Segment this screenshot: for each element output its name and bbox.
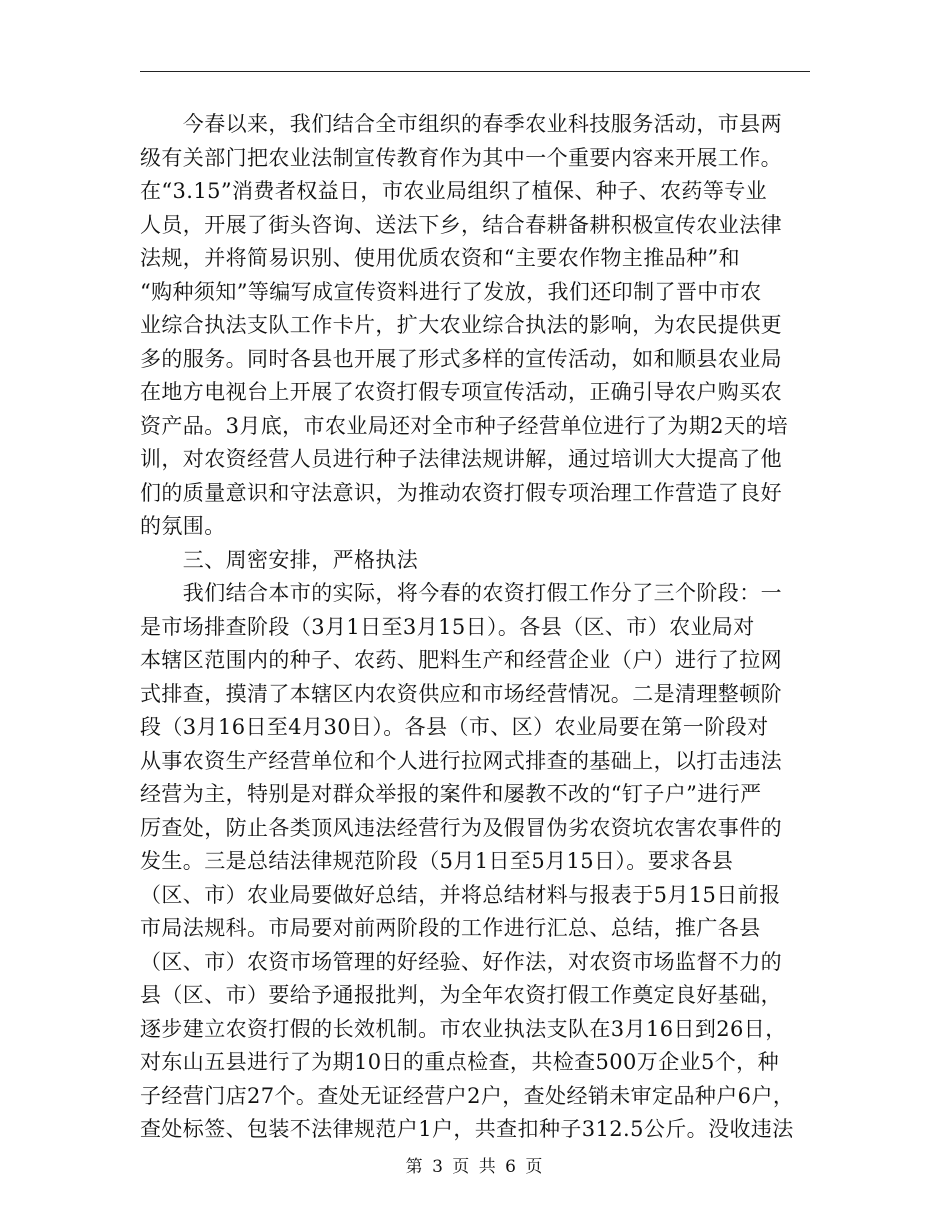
page-number-footer: 第 3 页 共 6 页 <box>405 1157 545 1177</box>
text-line: 在“3.15”消费者权益日，市农业局组织了植保、种子、农药等专业 <box>140 179 768 203</box>
text-line: 今春以来，我们结合全市组织的春季农业科技服务活动，市县两 <box>140 112 782 136</box>
body-text <box>140 108 810 1147</box>
text-line: 从事农资生产经营单位和个人进行拉网式排查的基础上，以打击违法 <box>140 748 782 773</box>
text-line: 段（3月16日至4月30日）。各县（市、区）农业局要在第一阶段对 <box>140 715 769 739</box>
header-rule <box>140 71 810 72</box>
text-line: 子经营门店27个。查处无证经营户2户，查处经销未审定品种户6户， <box>140 1083 795 1108</box>
text-line: 对东山五县进行了为期10日的重点检查，共检查500万企业5个，种 <box>140 1050 779 1074</box>
text-line: 我们结合本市的实际，将今春的农资打假工作分了三个阶段：一 <box>140 581 782 605</box>
text-line: “购种须知”等编写成宣传资料进行了发放，我们还印制了晋中市农 <box>140 279 762 304</box>
text-line: 式排查，摸清了本辖区内农资供应和市场经营情况。二是清理整顿阶 <box>140 681 782 706</box>
text-line: 在地方电视台上开展了农资打假专项宣传活动，正确引导农户购买农 <box>140 380 782 404</box>
text-line: 查处标签、包装不法律规范户1户，共查扣种子312.5公斤。没收违法 <box>140 1117 794 1141</box>
text-line: （区、市）农业局要做好总结，并将总结材料与报表于5月15日前报 <box>140 882 781 907</box>
text-line: 资产品。3月底，市农业局还对全市种子经营单位进行了为期2天的培 <box>140 413 789 438</box>
text-line: 训，对农资经营人员进行种子法律法规讲解，通过培训大大提高了他 <box>140 447 782 471</box>
text-line: 经营为主，特别是对群众举报的案件和屡教不改的“钉子户”进行严 <box>140 782 762 806</box>
text-line: 级有关部门把农业法制宣传教育作为其中一个重要内容来开展工作。 <box>140 145 782 170</box>
text-line: 本辖区范围内的种子、农药、肥料生产和经营企业（户）进行了拉网 <box>140 648 782 672</box>
text-line: 逐步建立农资打假的长效机制。市农业执法支队在3月16日到26日， <box>140 1016 787 1041</box>
text-line: 县（区、市）要给予通报批判，为全年农资打假工作奠定良好基础， <box>140 983 782 1007</box>
text-line: 发生。三是总结法律规范阶段（5月1日至5月15日）。要求各县 <box>140 849 734 873</box>
text-line: 多的服务。同时各县也开展了形式多样的宣传活动，如和顺县农业局 <box>140 346 782 371</box>
text-line: 人员，开展了街头咨询、送法下乡，结合春耕备耕积极宣传农业法律 <box>140 212 782 237</box>
text-line: 法规，并将简易识别、使用优质农资和“主要农作物主推品种”和 <box>140 246 741 270</box>
text-line: 市局法规科。市局要对前两阶段的工作进行汇总、总结，推广各县 <box>140 916 761 940</box>
section-heading: 三、周密安排，严格执法 <box>140 547 419 572</box>
text-line: 厉查处，防止各类顶风违法经营行为及假冒伪劣农资坑农害农事件的 <box>140 815 782 840</box>
text-line: 们的质量意识和守法意识，为推动农资打假专项治理工作营造了良好 <box>140 480 782 505</box>
text-line: 是市场排查阶段（3月1日至3月15日）。各县（区、市）农业局对 <box>140 614 755 639</box>
text-line: （区、市）农资市场管理的好经验、好作法，对农资市场监督不力的 <box>140 949 782 974</box>
text-line: 的氛围。 <box>140 514 226 538</box>
text-line: 业综合执法支队工作卡片，扩大农业综合执法的影响，为农民提供更 <box>140 313 782 337</box>
